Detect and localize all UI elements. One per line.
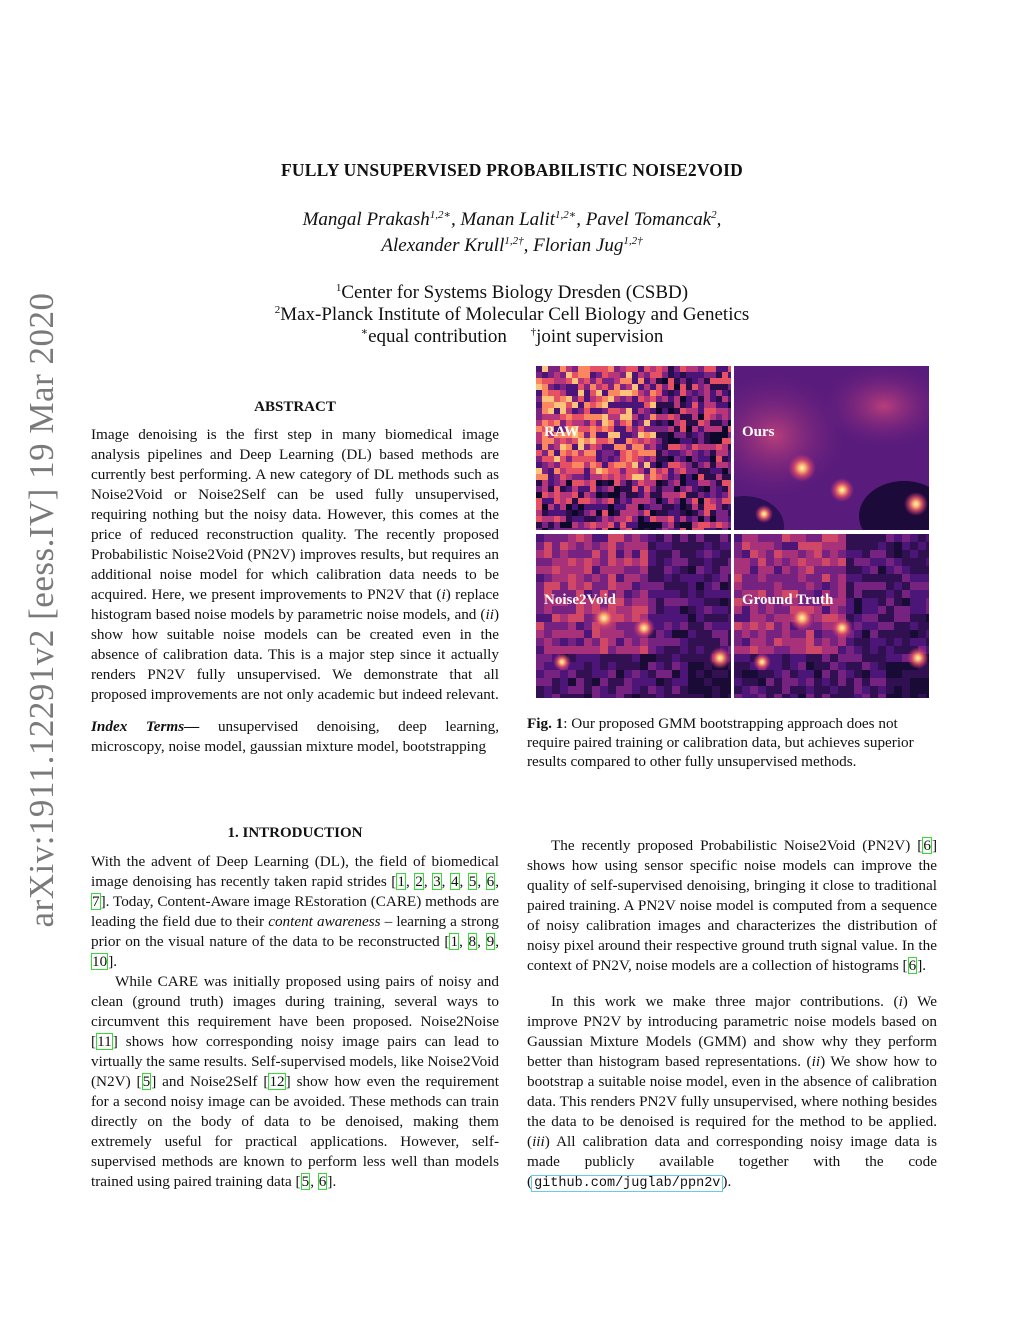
raw-image (536, 366, 731, 530)
body-paragraph: In this work we make three major contributions. (i) We improve PN2V by introducing parametric noise models based on Gaussian Mixture Models (GMM) and show why they perform better than histogram based representations. (ii) We show how to bootstrap a suitable noise model, even in the absence of calibration data. This renders PN2V fully unsupervised, where nothing besides the data to be denoised is required for the method to be applied. (iii) All calibration data and corresponding noisy image data is made publicly available together with the code ( github.com/juglab/ppn2v ). (527, 993, 937, 1191)
ground-truth-image (734, 534, 929, 698)
contribution-notes (0, 326, 1024, 348)
citation-link[interactable]: 5 (468, 873, 477, 890)
author-name: Manan Lalit (460, 209, 555, 230)
affiliation-sup: 1 (335, 282, 342, 294)
citation-link[interactable]: 1 (397, 873, 405, 890)
citation-link[interactable]: 2 (415, 873, 423, 890)
raw-panel (536, 366, 731, 530)
affiliation-sup: 2 (274, 304, 281, 316)
section-heading: 1. INTRODUCTION (227, 825, 363, 841)
author-list: Mangal Prakash$^{1,2∗}$, Manan Lalit$^{1,2∗}$, Pavel Tomancak$^2$, Alexander Krull$^{1,2\dagger}$, Florian Jug$^{1,2\dagger}$ (302, 209, 722, 256)
abstract-heading: ABSTRACT (254, 399, 336, 415)
note-sup: ∗ (360, 326, 369, 338)
panel-label: Ours (742, 424, 775, 440)
figure-caption (527, 714, 937, 771)
author-name: Florian Jug (533, 235, 624, 256)
figure-1 (536, 366, 930, 698)
abstract-text: Image denoising is the first step in many biomedical image analysis pipelines and Deep Learning (DL) based methods are currently best performing. A new category of DL methods such as Noise2Void or Noise2Self can be used fully unsupervised, requiring nothing but the noisy data. However, this comes at the price of reduced reconstruction quality. The recently proposed Probabilistic Noise2Void (PN2V) improves results, but requires an additional noise model for which calibration data needs to be acquired. Here, we present improvements to PN2V that (i) replace histogram based noise models by parametric noise models, and (ii) show how suitable noise models can be created even in the absence of calibration data. This is a major step since it actually renders PN2V fully unsupervised. We demonstrate that all proposed improvements are not only academic but indeed relevant. (91, 426, 499, 703)
introduction-section (91, 823, 499, 1192)
citation-link[interactable]: 6 (923, 837, 931, 854)
author-sup: 1,2† (623, 235, 643, 247)
right-column (527, 836, 937, 1194)
arxiv-sidebar (12, 250, 72, 970)
author-sup: 1,2∗ (429, 209, 452, 221)
panel-label: Noise2Void (544, 592, 616, 608)
affiliation-line (0, 304, 1024, 326)
author-sup: 1,2∗ (555, 209, 577, 221)
arxiv-id: arXiv:1911.12291v2 [eess.IV] 19 Mar 2020 (22, 292, 61, 928)
citation-link[interactable]: 12 (269, 1073, 285, 1090)
ground-truth-panel (734, 534, 929, 698)
citation-link[interactable]: 3 (433, 873, 441, 890)
affiliation-text: Center for Systems Biology Dresden (CSBD) (341, 282, 689, 303)
panel-label: RAW (544, 424, 580, 440)
abstract-section (91, 397, 499, 757)
caption-text: : Our proposed GMM bootstrapping approach does not require paired training or calibration data, but achieves superior results compared to other fully unsupervised methods. (527, 715, 914, 770)
citation-link[interactable]: 6 (908, 957, 917, 974)
ours-image (734, 366, 929, 530)
body-paragraph: The recently proposed Probabilistic Noise2Void (PN2V) [6] shows how using sensor specific noise models can improve the quality of self-supervised denoising, bringing it close to traditional paired training. A PN2V noise model is computed from a sequence of noisy calibration images and characterizes the distribution of noisy pixel around their respective ground truth signal value. In the context of PN2V, noise models are a collection of histograms [6]. (527, 837, 937, 974)
noise2void-image (536, 534, 731, 698)
note-equal: equal contribution (368, 326, 507, 347)
citation-link[interactable]: 5 (301, 1173, 310, 1190)
author-sup: 1,2† (504, 235, 524, 247)
citation-link[interactable]: 9 (486, 933, 495, 950)
citation-link[interactable]: 8 (468, 933, 477, 950)
affiliation-text: Max-Planck Institute of Molecular Cell Biology and Genetics (280, 304, 750, 325)
intro-paragraph: With the advent of Deep Learning (DL), the field of biomedical image denoising has recently taken rapid strides [1, 2, 3, 4, 5, 6, 7]. Today, Content-Aware image REstoration (CARE) methods are leading the field due to their content awareness – learning a strong prior on the visual nature of the data to be reconstructed [1, 8, 9, 10]. (91, 853, 500, 970)
author-name: Pavel Tomancak (585, 209, 712, 230)
affiliations (0, 282, 1024, 348)
affiliation-line (0, 282, 1024, 304)
ours-panel (734, 366, 929, 530)
code-link[interactable]: github.com/juglab/ppn2v (534, 1176, 721, 1191)
caption-label: Fig. 1 (527, 715, 564, 732)
panel-label: Ground Truth (742, 592, 834, 608)
author-sup: 2 (711, 209, 717, 221)
citation-link[interactable]: 5 (142, 1073, 151, 1090)
paper-title: FULLY UNSUPERVISED PROBABILISTIC NOISE2VOID (281, 160, 743, 180)
intro-paragraph: While CARE was initially proposed using pairs of noisy and clean (ground truth) images during training, several ways to circumvent this requirement have been proposed. Noise2Noise [11] shows how corresponding noisy image pairs can lead to virtually the same results. Self-supervised models, like Noise2Void (N2V) [5] and Noise2Self [12] show how even the requirement for a second noisy image can be avoided. These methods can train directly on the body of data to be denoised, making them extremely useful for practical applications. However, self-supervised methods are known to perform less well than models trained using paired training data [5, 6]. (91, 973, 499, 1190)
note-sup: † (530, 326, 537, 338)
note-joint: joint supervision (536, 326, 664, 347)
author-name: Mangal Prakash (302, 209, 430, 230)
citation-link[interactable]: 6 (318, 1173, 327, 1190)
citation-link[interactable]: 7 (92, 893, 100, 910)
citation-link[interactable]: 6 (486, 873, 495, 890)
citation-link[interactable]: 4 (450, 873, 459, 890)
author-name: Alexander Krull (381, 235, 505, 256)
noise2void-panel (536, 534, 731, 698)
citation-link[interactable]: 1 (450, 933, 459, 950)
index-terms-text: unsupervised denoising, deep learning, microscopy, noise model, gaussian mixture model, bootstrapping (91, 718, 499, 755)
citation-link[interactable]: 11 (97, 1033, 112, 1050)
index-terms-label: Index Terms— (91, 718, 200, 735)
index-terms (91, 717, 499, 757)
citation-link[interactable]: 10 (92, 953, 108, 970)
